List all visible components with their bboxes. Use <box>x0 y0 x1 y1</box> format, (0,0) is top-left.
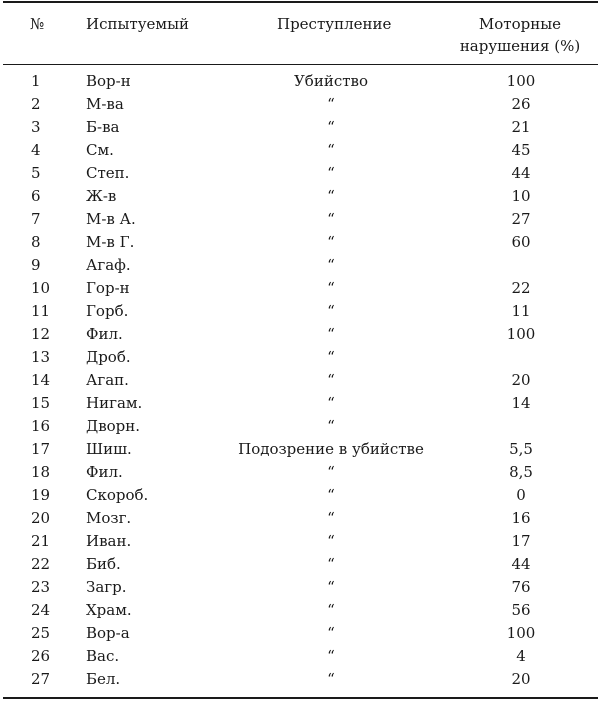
row-crime: “ <box>327 624 335 642</box>
row-number: 21 <box>31 532 51 550</box>
table-row <box>0 553 601 576</box>
row-motor-value: 20 <box>511 371 531 389</box>
table-body <box>0 70 601 691</box>
row-motor-value: 10 <box>511 187 531 205</box>
row-crime: Подозрение в убийстве <box>238 440 424 458</box>
row-motor-value: 44 <box>511 555 531 573</box>
row-motor-value: 45 <box>511 141 531 159</box>
row-subject: Вор-а <box>86 624 130 642</box>
table-row <box>0 208 601 231</box>
row-number: 2 <box>31 95 41 113</box>
row-crime: “ <box>327 486 335 504</box>
row-subject: Дроб. <box>86 348 131 366</box>
row-motor-value: 60 <box>511 233 531 251</box>
table-row <box>0 323 601 346</box>
table-row <box>0 231 601 254</box>
row-subject: Степ. <box>86 164 130 182</box>
row-motor-value: 8,5 <box>509 463 533 481</box>
table-row <box>0 93 601 116</box>
row-crime: “ <box>327 118 335 136</box>
row-motor-value: 76 <box>511 578 531 596</box>
table-row <box>0 277 601 300</box>
row-motor-value: 11 <box>511 302 531 320</box>
table-top-rule <box>3 1 598 3</box>
row-number: 27 <box>31 670 51 688</box>
table-row <box>0 254 601 277</box>
row-subject: М-ва <box>86 95 124 113</box>
table-header-rule <box>3 64 598 65</box>
row-subject: Фил. <box>86 325 123 343</box>
row-subject: Бел. <box>86 670 121 688</box>
row-number: 24 <box>31 601 51 619</box>
table-row <box>0 668 601 691</box>
table-row <box>0 461 601 484</box>
row-motor-value: 56 <box>511 601 531 619</box>
table-row <box>0 162 601 185</box>
table-row <box>0 599 601 622</box>
header-crime: Преступление <box>277 15 392 33</box>
table-row <box>0 70 601 93</box>
row-number: 23 <box>31 578 51 596</box>
row-motor-value: 17 <box>511 532 531 550</box>
row-subject: Б-ва <box>86 118 120 136</box>
row-crime: “ <box>327 141 335 159</box>
row-crime: “ <box>327 601 335 619</box>
table-row <box>0 369 601 392</box>
row-crime: “ <box>327 164 335 182</box>
row-motor-value: 4 <box>516 647 526 665</box>
row-number: 25 <box>31 624 51 642</box>
row-number: 13 <box>31 348 51 366</box>
table-row <box>0 300 601 323</box>
header-motor-line2: нарушения (%) <box>459 37 581 55</box>
row-crime: “ <box>327 325 335 343</box>
table-row <box>0 139 601 162</box>
row-crime: “ <box>327 647 335 665</box>
row-crime: “ <box>327 555 335 573</box>
table-row <box>0 392 601 415</box>
row-subject: См. <box>86 141 114 159</box>
row-crime: Убийство <box>293 72 369 90</box>
table-row <box>0 185 601 208</box>
row-motor-value: 100 <box>506 325 536 343</box>
row-crime: “ <box>327 279 335 297</box>
row-subject: Храм. <box>86 601 132 619</box>
row-crime: “ <box>327 532 335 550</box>
row-subject: М-в Г. <box>86 233 135 251</box>
row-subject: Дворн. <box>86 417 141 435</box>
row-number: 14 <box>31 371 51 389</box>
header-motor-line1: Моторные <box>478 15 562 33</box>
row-subject: Вор-н <box>86 72 131 90</box>
row-number: 12 <box>31 325 51 343</box>
row-subject: Горб. <box>86 302 129 320</box>
row-crime: “ <box>327 256 335 274</box>
header-motor-violations <box>455 13 585 57</box>
row-subject: Агаф. <box>86 256 131 274</box>
row-number: 26 <box>31 647 51 665</box>
row-subject: Нигам. <box>86 394 143 412</box>
table-row <box>0 622 601 645</box>
row-motor-value: 22 <box>511 279 531 297</box>
table-row <box>0 645 601 668</box>
row-motor-value: 21 <box>511 118 531 136</box>
row-motor-value: 27 <box>511 210 531 228</box>
row-number: 17 <box>31 440 51 458</box>
row-motor-value: 5,5 <box>509 440 533 458</box>
row-motor-value: 44 <box>511 164 531 182</box>
table-row <box>0 438 601 461</box>
row-number: 20 <box>31 509 51 527</box>
row-number: 5 <box>31 164 41 182</box>
row-motor-value: 100 <box>506 624 536 642</box>
table-row <box>0 507 601 530</box>
row-subject: Гор-н <box>86 279 130 297</box>
header-number: № <box>30 15 45 33</box>
row-subject: М-в А. <box>86 210 136 228</box>
row-crime: “ <box>327 187 335 205</box>
row-crime: “ <box>327 463 335 481</box>
table-row <box>0 346 601 369</box>
row-number: 7 <box>31 210 41 228</box>
row-crime: “ <box>327 210 335 228</box>
row-subject: Иван. <box>86 532 132 550</box>
row-subject: Шиш. <box>86 440 132 458</box>
row-subject: Загр. <box>86 578 127 596</box>
row-number: 11 <box>31 302 51 320</box>
row-crime: “ <box>327 578 335 596</box>
row-number: 22 <box>31 555 51 573</box>
row-number: 10 <box>31 279 51 297</box>
row-subject: Скороб. <box>86 486 149 504</box>
table-row <box>0 576 601 599</box>
row-number: 19 <box>31 486 51 504</box>
row-motor-value: 0 <box>516 486 526 504</box>
row-crime: “ <box>327 348 335 366</box>
table-bottom-rule <box>3 697 598 699</box>
row-subject: Мозг. <box>86 509 132 527</box>
row-subject: Фил. <box>86 463 123 481</box>
row-crime: “ <box>327 509 335 527</box>
row-subject: Вас. <box>86 647 120 665</box>
row-subject: Биб. <box>86 555 121 573</box>
row-number: 8 <box>31 233 41 251</box>
row-motor-value: 100 <box>506 72 536 90</box>
row-crime: “ <box>327 670 335 688</box>
row-motor-value: 14 <box>511 394 531 412</box>
row-subject: Агап. <box>86 371 129 389</box>
table-row <box>0 116 601 139</box>
row-motor-value: 16 <box>511 509 531 527</box>
row-number: 16 <box>31 417 51 435</box>
row-crime: “ <box>327 302 335 320</box>
row-crime: “ <box>327 95 335 113</box>
row-crime: “ <box>327 371 335 389</box>
row-crime: “ <box>327 233 335 251</box>
table-row <box>0 415 601 438</box>
header-subject: Испытуемый <box>86 15 190 33</box>
table-row <box>0 484 601 507</box>
row-number: 9 <box>31 256 41 274</box>
row-number: 3 <box>31 118 41 136</box>
table-row <box>0 530 601 553</box>
row-motor-value: 20 <box>511 670 531 688</box>
row-motor-value: 26 <box>511 95 531 113</box>
row-number: 1 <box>31 72 41 90</box>
row-number: 4 <box>31 141 41 159</box>
row-number: 15 <box>31 394 51 412</box>
row-number: 18 <box>31 463 51 481</box>
row-crime: “ <box>327 394 335 412</box>
row-number: 6 <box>31 187 41 205</box>
row-subject: Ж-в <box>86 187 117 205</box>
row-crime: “ <box>327 417 335 435</box>
